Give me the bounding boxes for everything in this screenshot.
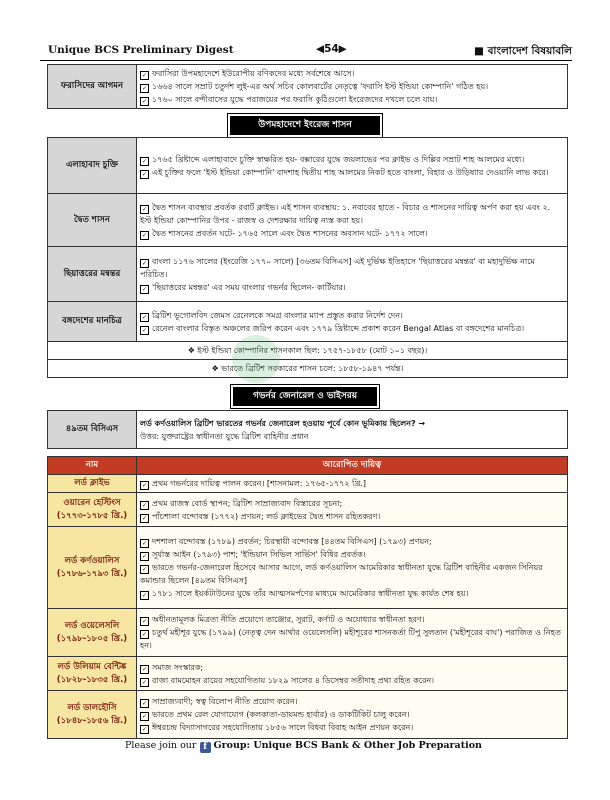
checkbox-icon: ✓ xyxy=(141,98,148,105)
list-item: ✓ সূর্যাস্ত আইন (১৭৯৩) পাশ; 'ইন্ডিয়ান সিভিল সার্ভিস' বিধির প্রবর্তক। xyxy=(141,550,366,560)
checkbox-icon: ✓ xyxy=(141,618,148,625)
footer-group-link[interactable]: Group: Unique BCS Bank & Other Job Preparation xyxy=(213,740,482,751)
french-items xyxy=(137,65,568,109)
row-label: বঙ্গদেশের মানচিত্র xyxy=(48,302,137,342)
checkbox-icon: ✓ xyxy=(141,85,148,92)
governor-duties xyxy=(137,527,568,609)
list-item: ✓ দ্বৈত শাসনের প্রবর্তন ঘটে- ১৭৬৫ সালে এবং দ্বৈত শাসনের অবসান ঘটে- ১৭৭২ সালে। xyxy=(141,228,428,239)
row-items xyxy=(137,247,568,302)
row-items xyxy=(137,302,568,342)
question-text: লর্ড কর্ণওয়ালিস ব্রিটিশ ভারতের গভর্নর জেনারেল হওয়ায় পূর্বে কোন ভূমিকায় ছিলেন? → xyxy=(140,418,426,428)
governor-duties xyxy=(137,657,568,691)
governor-name: লর্ড ক্লাইভ xyxy=(48,475,137,493)
governor-duties xyxy=(137,475,568,493)
footer-prefix: Please join our xyxy=(125,740,197,751)
french-label: ফরাসিদের আগমন xyxy=(48,65,137,109)
list-item: ✓ রেনেল বাংলার বিস্তৃত অঞ্চলের জরিপ করেন এবং ১৭৭৯ খ্রিষ্টাব্দে প্রকাশ করেন Bengal Atlas বা বঙ্গদেশের মানচিত্র। xyxy=(141,323,525,334)
governor-name: লর্ড উলিয়াম বেন্টিঙ্ক (১৮২৮-১৮৩৫ খ্রি.) xyxy=(48,657,137,691)
list-item: ✓ এই চুক্তির ফলে 'ইস্ট ইন্ডিয়া কোম্পানি' বাদশাহ দ্বিতীয় শাহ আলমের নিকট হতে বাংলা, বিহার ও উড়িষ্যার দেওয়ানি লাভ করে। xyxy=(141,167,549,178)
list-item: ✓ চতুর্থ মহীশূর যুদ্ধে (১৭৯৯) (নেতৃত্ব দেন আর্থার ওয়েলেসলি) মহীশূরের শাসনকর্তা টিপু সুলতান ('মহীশূরের বাঘ') পরাজিত ও নিহত হন। xyxy=(140,628,561,650)
column-header-duties: আরোপিত দায়িত্ব xyxy=(137,457,568,475)
list-item: ✓ ১৭৬০ সালে বন্দীবাসের যুদ্ধে পরাজয়ের পর ফরাসি কুঠিগুলো ইংরেজদের দখলে চলে যায়। xyxy=(141,95,438,105)
book-title: Unique BCS Preliminary Digest xyxy=(48,44,234,56)
bcs-qa xyxy=(137,411,568,449)
checkbox-icon: ✓ xyxy=(141,501,148,509)
bcs-question-table xyxy=(47,410,568,449)
list-item: ✓ বাংলা ১১৭৬ সালের (ইংরেজি ১৭৭০ সালে) [৩৬তম বিসিএস] এই দুর্ভিক্ষ ইতিহাসে 'ছিয়াত্তরের মন্বন্তর' বা মহাদুর্ভিক্ষ নামে পরিচিত। xyxy=(140,256,535,279)
list-item: ✓ দশশালা বন্দোবস্ত (১৭৮৯) প্রবর্তন; চিরস্থায়ী বন্দোবস্ত [৪৪তম বিসিএস] (১৭৯৩) প্রণয়ন; xyxy=(141,537,432,547)
governor-name: লর্ড কর্ণওয়ালিস (১৭৮৬-১৭৯৩ খ্রি.) xyxy=(48,527,137,609)
checkbox-icon: ✓ xyxy=(141,514,148,522)
section-banner-governors: গভর্নর জেনারেল ও ভাইসরয় xyxy=(233,387,377,406)
page-number: ◀54▶ xyxy=(316,43,347,55)
table-row xyxy=(48,657,568,691)
row-label: ছিয়াত্তরের মন্বন্তর xyxy=(48,247,137,302)
list-item: ✓ রাজা রামমোহন রায়ের সহযোগিতায় ১৮২৯ সালের ৪ ডিসেম্বর সতীদাহ প্রথা রহিত করেন। xyxy=(141,675,434,686)
governor-name: লর্ড ডালহৌসি (১৮৪৮-১৮৫৬ খ্রি.) xyxy=(48,691,137,739)
list-item: ✓ পাঁচশালা বন্দোবস্ত (১৭৭২) প্রণয়ন; লর্ড ক্লাইভের দ্বৈত শাসন রহিতকরণ। xyxy=(141,511,381,522)
watermark-logo xyxy=(232,335,280,383)
page-footer xyxy=(125,740,482,753)
checkbox-icon: ✓ xyxy=(141,540,148,547)
table-row xyxy=(48,475,568,493)
bcs-label: ৪৯তম বিসিএস xyxy=(48,411,137,449)
checkbox-icon: ✓ xyxy=(141,313,148,321)
checkbox-icon: ✓ xyxy=(141,631,148,638)
list-item: ✓ ১৬৬৪ সালে সম্রাট চতুর্দশ লুই-এর অর্থ সচিব কোলবার্টের নেতৃত্বে 'ফরাসি ইস্ট ইন্ডিয়া কোম্পানি' গঠিত হয়। xyxy=(141,82,489,92)
list-item: ✓ ব্রিটিশ ভূগোলবিদ জেমস রেনেলকে সমগ্র বাংলার ম্যাপ প্রস্তুত করার নির্দেশ দেন। xyxy=(141,310,403,321)
checkbox-icon: ✓ xyxy=(141,713,148,720)
list-item: ✓ প্রথম রাজস্ব বোর্ড স্থাপন; ব্রিটিশ সাম্রাজ্যবাদ বিস্তারের সূচনা; xyxy=(141,498,343,509)
checkbox-icon: ✓ xyxy=(141,665,148,673)
company-rule-note: ❖ ইস্ট ইন্ডিয়া কোম্পানির শাসনকাল ছিল: ১৭৫৭-১৮৫৮ (মোট ১০১ বছর)। xyxy=(48,342,568,360)
checkbox-icon: ✓ xyxy=(141,205,148,213)
checkbox-icon: ✓ xyxy=(141,231,148,239)
list-item: ✓ ১৭৮১ সালে ইয়র্কটাউনের যুদ্ধে তাঁর আত্মসমর্পণের মাধ্যমে আমেরিকার স্বাধীনতা যুদ্ধ কার্যত শেষ হয়। xyxy=(141,589,469,599)
list-item: ✓ 'ছিয়াত্তরের মন্বন্তর' এর সময় বাংলার গভর্নর ছিলেন- কার্টিয়ার। xyxy=(141,282,346,293)
header-rule xyxy=(40,60,572,61)
governor-duties xyxy=(137,691,568,739)
list-item: ✓ ১৭৬৫ খ্রিষ্টাব্দে এলাহাবাদে চুক্তি স্বাক্ষরিত হয়- বক্সারের যুদ্ধে জয়লাভের পর ক্লাইভ ও দিল্লির সম্রাট শাহ আলমের মধ্যে। xyxy=(141,154,525,165)
list-item: ✓ প্রথম গভর্নরের দায়িত্ব পালন করেন। [শাসনামল: ১৭৬৫-১৭৭২ খ্রি.] xyxy=(141,479,366,489)
list-item: ✓ সাম্রাজ্যবাদী; স্বত্ব বিলোপ নীতি প্রয়োগ করেন। xyxy=(141,697,298,707)
checkbox-icon: ✓ xyxy=(141,700,148,707)
checkbox-icon: ✓ xyxy=(141,285,148,293)
governor-duties xyxy=(137,493,568,527)
checkbox-icon: ✓ xyxy=(141,726,148,733)
checkbox-icon: ✓ xyxy=(141,566,148,573)
list-item: ✓ ফরাসিরা উপমহাদেশে ইউরোপীয় বণিকদের মধ্যে সর্বশেষে আসে। xyxy=(141,69,355,79)
row-items xyxy=(137,194,568,247)
english-rule-table xyxy=(47,137,568,378)
page-header xyxy=(40,40,572,60)
facebook-icon[interactable]: f xyxy=(200,742,211,753)
checkbox-icon: ✓ xyxy=(141,259,148,267)
checkbox-icon: ✓ xyxy=(141,170,148,178)
list-item: ✓ ভারতে গভর্নর-জেনারেল হিসেবে আসার আগে, লর্ড কর্ণওয়ালিস আমেরিকার স্বাধীনতা যুদ্ধে ব্রিটিশ বাহিনীর একজন সিনিয়র কমান্ডার ছিলেন [৪৯তম বিসিএস] xyxy=(140,563,543,585)
governor-name: লর্ড ওয়েলেসলি (১৭৯৮-১৮০৫ খ্রি.) xyxy=(48,609,137,657)
table-row xyxy=(48,527,568,609)
checkbox-icon: ✓ xyxy=(141,482,148,489)
checkbox-icon: ✓ xyxy=(141,157,148,165)
list-item: ✓ অধীনতামূলক মিত্রতা নীতি প্রয়োগে তাঞ্জোর, সুরাট, কর্ণাট ও অযোধ্যার স্বাধীনতা হরণ। xyxy=(141,615,425,625)
table-row xyxy=(48,493,568,527)
list-item: ✓ দ্বৈত শাসন ব্যবস্থার প্রবর্তক রবার্ট ক্লাইভ। এই শাসন ব্যবস্থায়: ১. নবাবের হাতে - বিচার ও শাসনের দায়িত্ব অর্পণ করা হয় এবং ২. ইস্ট ইন্ডিয়া কোম্পানির উপর - রাজস্ব ও দেশরক্ষার দায়িত্ব ন্যস্ত করা হয়। xyxy=(140,202,551,225)
checkbox-icon: ✓ xyxy=(141,553,148,560)
row-items xyxy=(137,138,568,194)
checkbox-icon: ✓ xyxy=(141,326,148,334)
checkbox-icon: ✓ xyxy=(141,592,148,599)
governor-duties xyxy=(137,609,568,657)
table-row xyxy=(48,691,568,739)
list-item: ✓ সমাজ সংস্কারক; xyxy=(141,662,204,673)
governor-name: ওয়ারেন হেস্টিংস (১৭৭৩-১৭৮৫ খ্রি.) xyxy=(48,493,137,527)
checkbox-icon: ✓ xyxy=(141,678,148,686)
list-item: ✓ ঈশ্বরচন্দ্র বিদ্যাসাগরের সহযোগিতায় ১৮৫৬ সালে বিধবা বিবাহ আইন প্রণয়ন করেন। xyxy=(141,723,414,733)
row-label: এলাহাবাদ চুক্তি xyxy=(48,138,137,194)
answer-text: উত্তর: যুক্তরাষ্ট্রের স্বাধীনতা যুদ্ধে ব্রিটিশ বাহিনীর প্রধান xyxy=(140,431,309,441)
row-label: দ্বৈত শাসন xyxy=(48,194,137,247)
section-banner-english-rule: উপমহাদেশে ইংরেজ শাসন xyxy=(230,116,380,135)
french-table xyxy=(47,64,568,109)
column-header-name: নাম xyxy=(48,457,137,475)
governors-table xyxy=(47,456,568,739)
checkbox-icon: ✓ xyxy=(141,72,148,79)
table-row xyxy=(48,609,568,657)
list-item: ✓ ভারতে প্রথম রেল যোগাযোগ (কলকাতা-ডায়মন্ড হার্বার) ও ডাকটিকিট চালু করেন। xyxy=(141,710,410,720)
section-title: ■ বাংলাদেশ বিষয়াবলি xyxy=(474,45,572,57)
crown-rule-note: ❖ ভারতে ব্রিটিশ সরকারের শাসন চলে: ১৮৫৮-১৯৪৭ পর্যন্ত। xyxy=(48,360,568,378)
